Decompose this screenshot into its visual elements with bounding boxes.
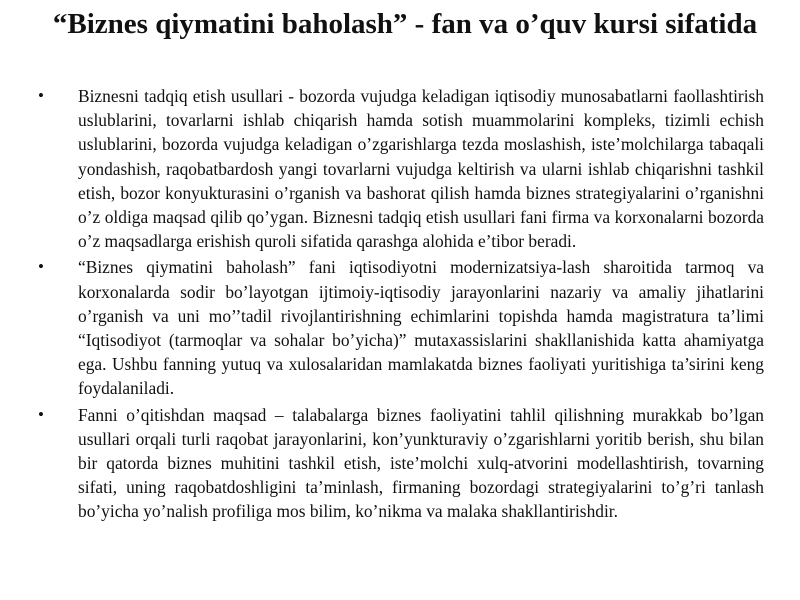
bullet-text: “Biznes qiymatini baholash” fani iqtisodiyotni modernizatsiya-lash sharoitida tarmoq va korxonalarda sodir bo’layotgan ijtimoiy-iqtisodiy jarayonlarini nazariy va amaliy jihatlarini o’rganish va uni mo’’tadil rivojlantirishning echimlarini topishda hamda magistratura ta’limi “Iqtisodiyot (tarmoqlar va sohalar bo’yicha)” mutaxassislarini shakllanishida katta ahamiyatga ega. Ushbu fanning yutuq va xulosalaridan mamlakatda biznes faoliyati yuritishiga ta’sirini keng foydalaniladi. [78, 257, 764, 399]
bullet-item [34, 403, 764, 524]
slide-title: “Biznes qiymatini baholash” - fan va o’quv kursi sifatida [52, 8, 758, 40]
bullet-item [34, 84, 764, 253]
bullet-marker: • [38, 404, 44, 424]
bullet-item [34, 255, 764, 400]
bullet-text: Fanni o’qitishdan maqsad – talabalarga biznes faoliyatini tahlil qilishning murakkab bo’lgan usullari orqali turli raqobat jarayonlarini, kon’yunkturaviy o’zgarishlarni yoritib berish, shu bilan bir qatorda biznes muhitini tashkil etish, iste’molchi xulq-atvorini modellashtirish, tovarning sifati, uning raqobatdoshligini ta’minlash, firmaning bozordagi strategiyalarini to’g’ri tanlash bo’yicha yo’nalish profiliga mos bilim, ko’nikma va malaka shakllantirishdir. [78, 404, 764, 522]
bullet-marker: • [38, 86, 44, 105]
bullet-text: Biznesni tadqiq etish usullari - bozorda vujudga keladigan iqtisodiy munosabatlarni faollashtirish uslublarini, tovarlarni ishlab chiqarish hamda sotish muammolarini kompleks, tizimli echish uslublarini, bozorda vujudga keladigan o’zgarishlarga tezda moslashish, iste’molchilarga tabaqali yondashish, raqobatbardosh yangi tovarlarni vujudga keltirish va ularni ishlab chiqarishni tashkil etish, bozor konyukturasini o’rganish va bashorat qilish hamda biznes strategiyalarini o’rganishni o’z oldiga maqsad qilib qo’ygan. Biznesni tadqiq etish usullari fani firma va korxonalarni bozorda o’z maqsadlarga erishish quroli sifatida qarashga alohida e’tibor beradi. [78, 86, 764, 252]
bullet-list [34, 84, 764, 526]
bullet-marker: • [38, 257, 44, 277]
